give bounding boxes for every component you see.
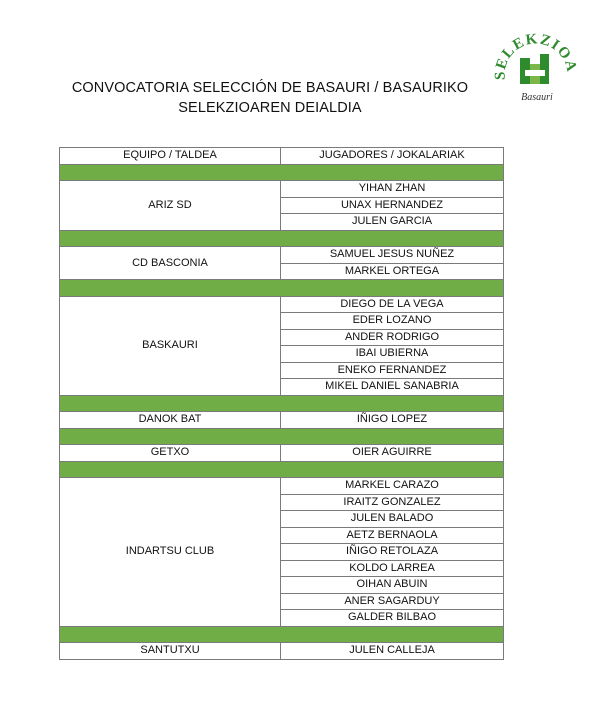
player-name: YIHAN ZHAN bbox=[281, 181, 504, 198]
table-header-row bbox=[60, 148, 504, 165]
header-players: JUGADORES / JOKALARIAK bbox=[281, 148, 504, 165]
table-row bbox=[60, 445, 504, 462]
player-name: SAMUEL JESUS NUÑEZ bbox=[281, 247, 504, 264]
separator-bar bbox=[60, 626, 504, 643]
team-name: DANOK BAT bbox=[60, 412, 281, 429]
page-title bbox=[60, 78, 480, 118]
separator-row bbox=[60, 280, 504, 297]
player-name: AETZ BERNAOLA bbox=[281, 527, 504, 544]
logo-graphic bbox=[487, 18, 582, 108]
table-row bbox=[60, 412, 504, 429]
separator-bar bbox=[60, 395, 504, 412]
table-row bbox=[60, 296, 504, 313]
separator-row bbox=[60, 461, 504, 478]
player-name: IÑIGO RETOLAZA bbox=[281, 544, 504, 561]
player-name: OIHAN ABUIN bbox=[281, 577, 504, 594]
team-name: BASKAURI bbox=[60, 296, 281, 395]
separator-bar bbox=[60, 428, 504, 445]
separator-row bbox=[60, 395, 504, 412]
player-name: JULEN CALLEJA bbox=[281, 643, 504, 660]
player-name: MIKEL DANIEL SANABRIA bbox=[281, 379, 504, 396]
player-name: IRAITZ GONZALEZ bbox=[281, 494, 504, 511]
player-name: JULEN BALADO bbox=[281, 511, 504, 528]
player-name: DIEGO DE LA VEGA bbox=[281, 296, 504, 313]
logo-word: SELEKZIOA bbox=[492, 31, 580, 81]
separator-row bbox=[60, 428, 504, 445]
separator-row bbox=[60, 230, 504, 247]
player-name: UNAX HERNANDEZ bbox=[281, 197, 504, 214]
convocation-table bbox=[59, 147, 504, 660]
player-name: IBAI UBIERNA bbox=[281, 346, 504, 363]
separator-bar bbox=[60, 230, 504, 247]
selekzioa-logo bbox=[487, 18, 582, 108]
header-team: EQUIPO / TALDEA bbox=[60, 148, 281, 165]
title-line-2: SELEKZIOAREN DEIALDIA bbox=[178, 100, 362, 116]
team-name: GETXO bbox=[60, 445, 281, 462]
separator-bar bbox=[60, 164, 504, 181]
team-name: CD BASCONIA bbox=[60, 247, 281, 280]
team-name: SANTUTXU bbox=[60, 643, 281, 660]
player-name: EDER LOZANO bbox=[281, 313, 504, 330]
logo-blocks-icon bbox=[520, 54, 549, 84]
logo-subtitle: Basauri bbox=[521, 92, 553, 103]
table-row bbox=[60, 643, 504, 660]
player-name: GALDER BILBAO bbox=[281, 610, 504, 627]
team-name: INDARTSU CLUB bbox=[60, 478, 281, 627]
title-line-1: CONVOCATORIA SELECCIÓN DE BASAURI / BASAURIKO bbox=[71, 80, 469, 96]
player-name: ANER SAGARDUY bbox=[281, 593, 504, 610]
player-name: MARKEL ORTEGA bbox=[281, 263, 504, 280]
separator-bar bbox=[60, 461, 504, 478]
separator-bar bbox=[60, 280, 504, 297]
team-name: ARIZ SD bbox=[60, 181, 281, 231]
separator-row bbox=[60, 626, 504, 643]
player-name: KOLDO LARREA bbox=[281, 560, 504, 577]
player-name: OIER AGUIRRE bbox=[281, 445, 504, 462]
player-name: MARKEL CARAZO bbox=[281, 478, 504, 495]
player-name: ENEKO FERNANDEZ bbox=[281, 362, 504, 379]
player-name: ANDER RODRIGO bbox=[281, 329, 504, 346]
player-name: IÑIGO LOPEZ bbox=[281, 412, 504, 429]
table-row bbox=[60, 181, 504, 198]
table-row bbox=[60, 478, 504, 495]
separator-row bbox=[60, 164, 504, 181]
table-row bbox=[60, 247, 504, 264]
player-name: JULEN GARCIA bbox=[281, 214, 504, 231]
